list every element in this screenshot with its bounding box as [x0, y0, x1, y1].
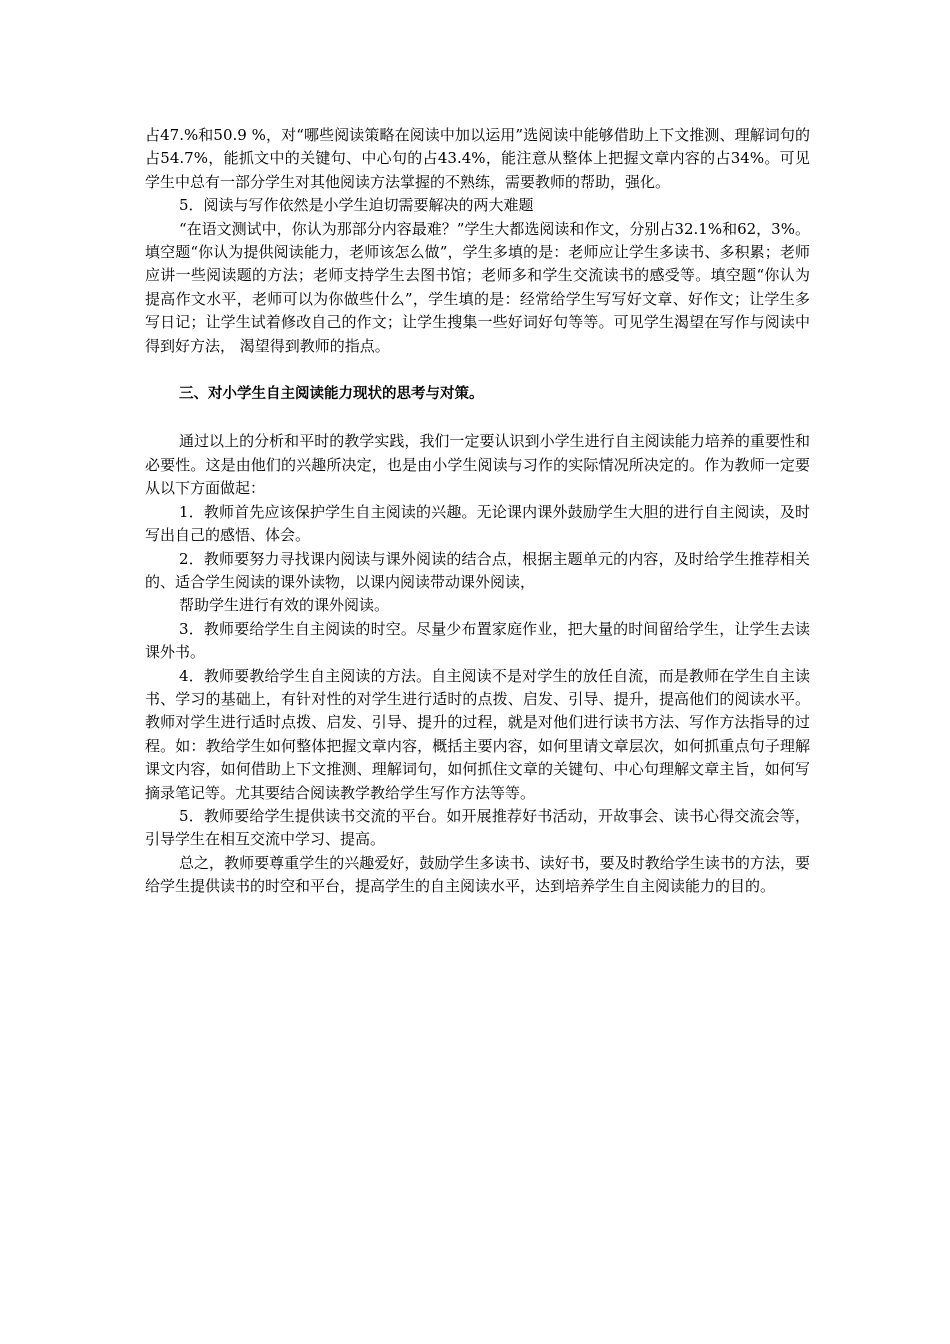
measure-1: 1．教师首先应该保护学生自主阅读的兴趣。无论课内课外鼓励学生大胆的进行自主阅读，及时写出自己的感悟、体会。 [145, 502, 810, 545]
measure-5: 5．教师要给学生提供读书交流的平台。如开展推荐好书活动，开故事会、读书心得交流会等，引导学生在相互交流中学习、提高。 [145, 806, 810, 849]
point-5-body: “在语文测试中，你认为那部分内容最难？”学生大都选阅读和作文，分别占32.1%和62，3%。填空题“你认为提供阅读能力，老师该怎么做”，学生多填的是：老师应让学生多读书、多积累；老师应讲一些阅读题的方法；老师支持学生去图书馆；老师多和学生交流读书的感受等。填空题“你认为提高作文水平，老师可以为你做些什么”，学生填的是：经常给学生写写好文章、好作文；让学生多写日记；让学生试着修改自己的作文；让学生搜集一些好词好句等等。可见学生渴望在写作与阅读中得到好方法， 渴望得到教师的指点。 [145, 219, 810, 355]
paragraph-intro: 占47.%和50.9 %，对“哪些阅读策略在阅读中加以运用”选阅读中能够借助上下文推测、理解词句的占54.7%，能抓文中的关键句、中心句的占43.4%，能注意从整体上把握文章内容的占34%。可见学生中总有一部分学生对其他阅读方法掌握的不熟练，需要教师的帮助，强化。 [145, 126, 810, 191]
spacer [145, 406, 810, 430]
measure-4: 4．教师要教给学生自主阅读的方法。自主阅读不是对学生的放任自流，而是教师在学生自主读书、学习的基础上，有针对性的对学生进行适时的点拨、启发、引导、提升，提高他们的阅读水平。教师对学生进行适时点拨、启发、引导、提升的过程，就是对他们进行读书方法、写作方法指导的过程。如：教给学生如何整体把握文章内容，概括主要内容，如何里请文章层次，如何抓重点句子理解课文内容，如何借助上下文推测、理解词句，如何抓住文章的关键句、中心句理解文章主旨，如何写摘录笔记等。尤其要结合阅读教学教给学生写作方法等等。 [145, 666, 810, 802]
spacer [145, 358, 810, 383]
conclusion: 总之，教师要尊重学生的兴趣爱好，鼓励学生多读书、读好书，要及时教给学生读书的方法，要给学生提供读书的时空和平台，提高学生的自主阅读水平，达到培养学生自主阅读能力的目的。 [145, 853, 810, 896]
section-3-intro: 通过以上的分析和平时的教学实践，我们一定要认识到小学生进行自主阅读能力培养的重要性和必要性。这是由他们的兴趣所决定，也是由小学生阅读与习作的实际情况所决定的。作为教师一定要从以下方面做起： [145, 432, 810, 498]
measure-2: 2．教师要努力寻找课内阅读与课外阅读的结合点，根据主题单元的内容，及时给学生推荐相关的、适合学生阅读的课外读物，以课内阅读带动课外阅读， [145, 549, 810, 591]
measure-3: 3．教师要给学生自主阅读的时空。尽量少布置家庭作业，把大量的时间留给学生，让学生去读课外书。 [145, 619, 810, 662]
section-3-heading: 三、对小学生自主阅读能力现状的思考与对策。 [179, 386, 484, 403]
document-page [145, 124, 810, 899]
point-5-title: 5．阅读与写作依然是小学生迫切需要解决的两大难题 [179, 196, 534, 215]
measure-2-continuation: 帮助学生进行有效的课外阅读。 [179, 596, 390, 615]
